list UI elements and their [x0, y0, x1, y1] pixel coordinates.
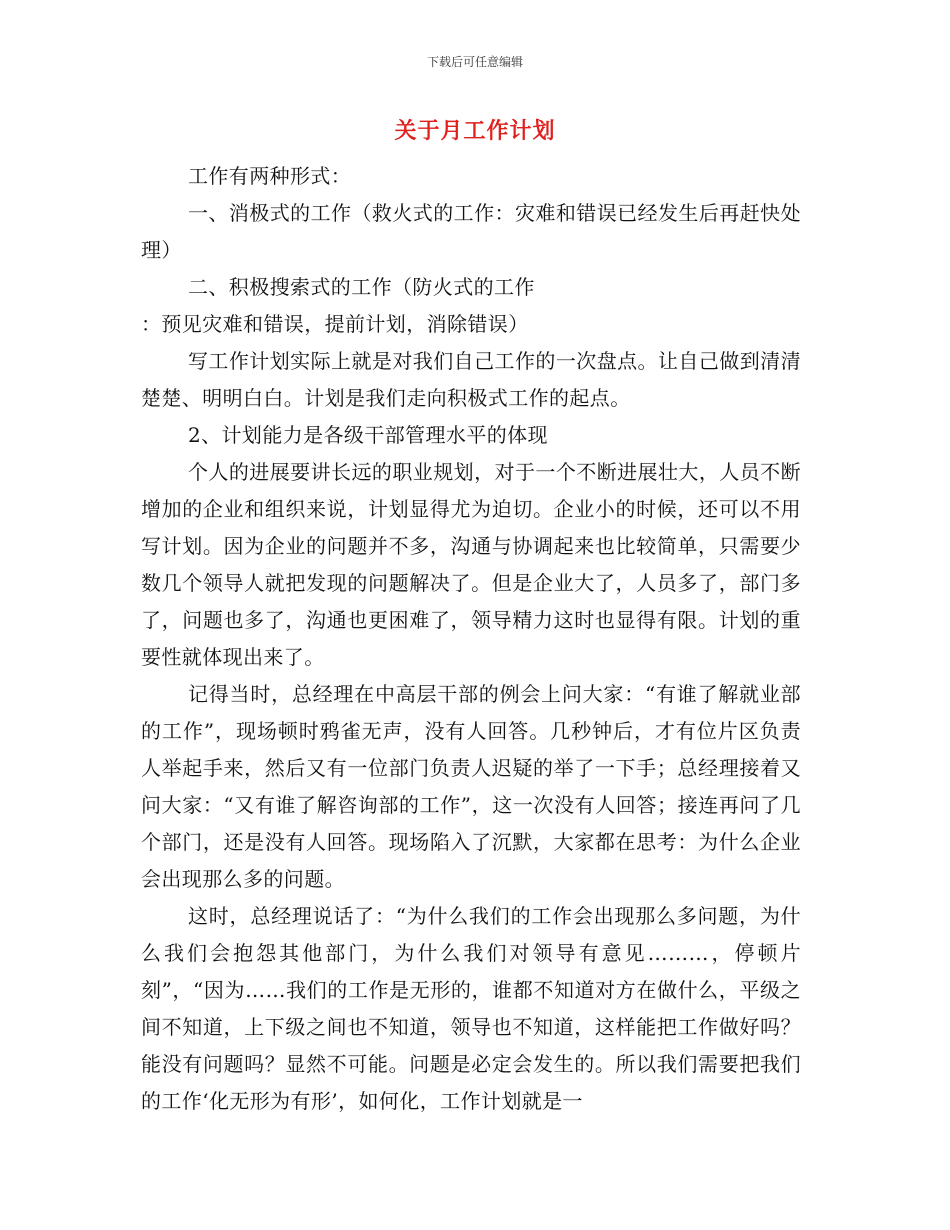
document-body	[141, 158, 801, 1120]
paragraph: 写工作计划实际上就是对我们自己工作的一次盘点。让自己做到清清楚楚、明明白白。计划是我们走向积极式工作的起点。	[141, 349, 801, 410]
paragraph: 工作有两种形式：	[188, 164, 352, 188]
paragraph: ：预见灾难和错误，提前计划，消除错误）	[141, 312, 529, 336]
paragraph: 个人的进展要讲长远的职业规划，对于一个不断进展壮大，人员不断增加的企业和组织来说，计划显得尤为迫切。企业小的时候，还可以不用写计划。因为企业的问题并不多，沟通与协调起来也比较简单，只需要少数几个领导人就把发现的问题解决了。但是企业大了，人员多了，部门多了，问题也多了，沟通也更困难了，领导精力这时也显得有限。计划的重要性就体现出来了。	[141, 460, 801, 669]
paragraph: 一、消极式的工作（救火式的工作：灾难和错误已经发生后再赶快处理）	[141, 201, 801, 262]
page-header: 下载后可任意编辑	[426, 55, 523, 69]
paragraph: 记得当时，总经理在中高层干部的例会上问大家：“有谁了解就业部的工作”，现场顿时鸦雀无声，没有人回答。几秒钟后，才有位片区负责人举起手来，然后又有一位部门负责人迟疑的举了一下手；总经理接着又问大家：“又有谁了解咨询部的工作”，这一次没有人回答；接连再问了几个部门，还是没有人回答。现场陷入了沉默，大家都在思考：为什么企业会出现那么多的问题。	[141, 682, 801, 891]
paragraph: 这时，总经理说话了：“为什么我们的工作会出现那么多问题，为什么我们会抱怨其他部门，为什么我们对领导有意见………，停顿片刻”，“因为……我们的工作是无形的，谁都不知道对方在做什么，平级之间不知道，上下级之间也不知道，领导也不知道，这样能把工作做好吗？能没有问题吗？显然不可能。问题是必定会发生的。所以我们需要把我们的工作‘化无形为有形’，如何化，工作计划就是一	[141, 904, 801, 1113]
paragraph: 二、积极搜索式的工作（防火式的工作	[188, 275, 535, 299]
paragraph: 2、计划能力是各级干部管理水平的体现	[188, 423, 548, 447]
document-title: 关于月工作计划	[394, 119, 556, 144]
